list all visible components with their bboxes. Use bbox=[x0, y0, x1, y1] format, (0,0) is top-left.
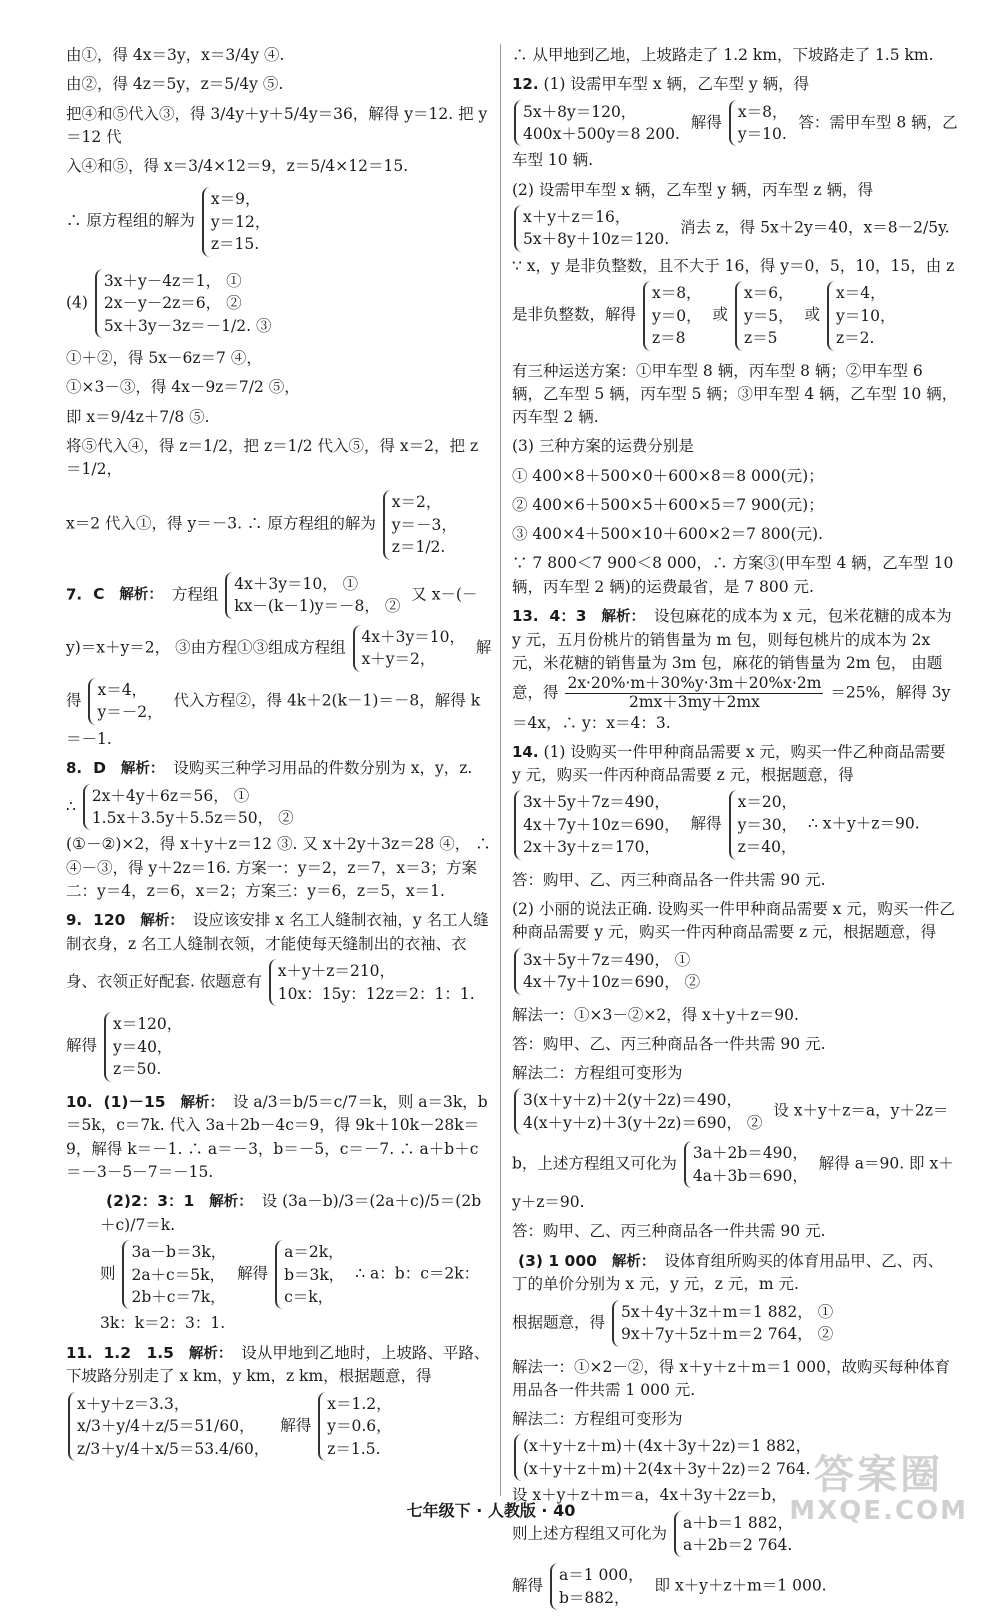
answer: D bbox=[93, 758, 106, 777]
text: 解法二：方程组可变形为 bbox=[512, 1410, 683, 1429]
text: ∴ x＋y＋z＝90. bbox=[808, 815, 920, 834]
text-line: ∵ 7 800＜7 900＜8 000，∴ 方案③(甲车型 4 辆，乙车型 10 辆，丙车型 2 辆)的运费最省，是 7 800 元. bbox=[512, 554, 954, 596]
text: 方程组 bbox=[171, 585, 219, 604]
equation: x＝8， bbox=[651, 284, 702, 303]
question-11 bbox=[66, 1342, 492, 1464]
equation: b＝3k， bbox=[284, 1265, 345, 1284]
equation: x＝1.2， bbox=[327, 1394, 392, 1413]
text-line: 入④和⑤，得 x＝3/4×12＝9，z＝5/4×12＝15. bbox=[66, 157, 409, 175]
right-column bbox=[512, 44, 958, 1619]
equation: 2x＋4y＋6z＝56， ① bbox=[91, 786, 250, 805]
analysis-label: 解析： bbox=[601, 608, 646, 625]
text: 设 (3a－b)/3＝(2a＋c)/5＝(2b＋c)/7＝k. bbox=[100, 1192, 482, 1234]
question-number: 10. bbox=[66, 1092, 93, 1111]
question-10 bbox=[66, 1091, 492, 1185]
text: 解得 bbox=[690, 815, 722, 834]
equation-system bbox=[83, 784, 294, 831]
question-7 bbox=[66, 569, 492, 751]
watermark-logo: 答案圈 bbox=[814, 1452, 944, 1498]
equation: z＝5 bbox=[743, 329, 778, 348]
equation: x/3＋y/4＋z/5＝51/60， bbox=[77, 1417, 255, 1436]
equation: 4a＋3b＝690， bbox=[692, 1166, 808, 1185]
equation-system bbox=[275, 1240, 344, 1309]
question-number: 9. bbox=[66, 911, 83, 930]
text-line: (3) 三种方案的运费分别是 bbox=[512, 437, 694, 456]
equation: y＝12， bbox=[210, 212, 271, 231]
analysis-label: 解析： bbox=[180, 1094, 224, 1111]
text: 解得 bbox=[690, 112, 722, 131]
text: 或 bbox=[712, 305, 729, 324]
equation-system bbox=[514, 1434, 811, 1481]
equation: 3a＋2b＝490， bbox=[692, 1144, 808, 1163]
equation: x＝20， bbox=[737, 793, 798, 812]
equation: 9x＋7y＋5z＋m＝2 764， ② bbox=[620, 1325, 834, 1344]
equation: 3a－b＝3k， bbox=[131, 1243, 227, 1262]
equation-system bbox=[514, 790, 680, 859]
equation: y＝0， bbox=[651, 306, 702, 325]
equation: 10x：15y：12z＝2：1：1. bbox=[277, 984, 475, 1003]
equation-system bbox=[202, 187, 270, 256]
equation: x＋y＋z＝210， bbox=[277, 962, 396, 981]
equation: 2a＋c＝5k， bbox=[131, 1265, 225, 1284]
numerator: 2x·20%·m＋30%y·3m＋20%x·2m bbox=[567, 674, 822, 693]
text: 设 x＋y＋z＝a，y＋2z＝b，上述方程组又可化为 bbox=[512, 1101, 949, 1173]
question-9 bbox=[66, 909, 492, 1084]
equation: 5x＋4y＋3z＋m＝1 882， ① bbox=[620, 1302, 834, 1321]
text: 设包麻花的成本为 x 元，包米花糖的成本为 y 元，五月份桃片的销售量为 m 包，则每包桃片的成本为 2x 元，米花糖的销售量为 3m 包，麻花的销售量为 2m 包， bbox=[512, 606, 952, 672]
solution-line bbox=[66, 266, 492, 341]
analysis-label: 解析： bbox=[140, 913, 184, 930]
question-14-part-3 bbox=[512, 1250, 958, 1350]
equation-system bbox=[514, 948, 700, 995]
text-line: 答：购甲、乙、丙三种商品各一件共需 90 元. bbox=[512, 870, 826, 889]
equation-system bbox=[643, 281, 702, 350]
text: 则上述方程组又可化为 bbox=[512, 1523, 668, 1542]
answer: 1.2 1.5 bbox=[103, 1343, 174, 1362]
method-two bbox=[512, 1062, 958, 1214]
text-line: ② 400×6＋500×5＋600×5＝7 900(元)； bbox=[512, 495, 824, 514]
answer: (2)2：3：1 bbox=[106, 1192, 195, 1211]
equation: z＝2. bbox=[835, 329, 875, 348]
equation: x＋y＋z＝16， bbox=[523, 207, 631, 226]
equation-system bbox=[612, 1300, 833, 1347]
equation: 5x＋8y＋10z＝120. bbox=[523, 230, 670, 249]
answer: C bbox=[93, 585, 105, 604]
text: 设购买三种学习用品的件数分别为 x，y，z. bbox=[173, 758, 473, 777]
equation: 3x＋y－4z＝1， ① bbox=[103, 271, 242, 290]
equation: a＋2b＝2 764. bbox=[682, 1535, 793, 1554]
equation-system bbox=[95, 269, 272, 338]
equation: z/3＋y/4＋x/5＝53.4/60， bbox=[77, 1439, 270, 1458]
watermark-url: MXQE.COM bbox=[789, 1496, 968, 1526]
text-line: 解法一：①×3－②×2，得 x＋y＋z＝90. bbox=[512, 1005, 799, 1024]
equation: x＝9， bbox=[210, 190, 261, 209]
equation: x＋y＋z＝3.3， bbox=[77, 1394, 190, 1413]
text: 根据题意，得 bbox=[512, 1313, 606, 1332]
text-line: ③ 400×4＋500×10＋600×2＝7 800(元). bbox=[512, 525, 823, 544]
equation: 2x－y－2z＝6， ② bbox=[103, 294, 242, 313]
text-line: 答：购甲、乙、丙三种商品各一件共需 90 元. bbox=[512, 1034, 826, 1053]
equation: 4x＋7y＋10z＝690， bbox=[523, 815, 680, 834]
question-number: 7. bbox=[66, 585, 83, 604]
analysis-label: 解析： bbox=[188, 1345, 233, 1362]
equation-system bbox=[104, 1012, 182, 1081]
text: (2) 小丽的说法正确. 设购买一件甲种商品需要 x 元，购买一件乙种商品需要 y 元，购买一件丙种商品需要 z 元，根据题意，得 bbox=[512, 900, 955, 942]
question-13 bbox=[512, 605, 958, 735]
equation: x＝2， bbox=[391, 493, 442, 512]
equation-system bbox=[514, 205, 669, 252]
text: 设应该安排 x 名工人缝制衣袖，y 名工人缝制衣身，z 名工人缝制衣领，才能使每天缝制出的衣袖、衣身、衣领正好配套. 依题意有 bbox=[66, 911, 489, 991]
equation: 4x＋3y＝10， bbox=[361, 627, 465, 646]
text: ∴ a：b：c＝2k：3k：k＝2：3：1. bbox=[100, 1264, 480, 1333]
text-line: 由②，得 4z＝5y，z＝5/4y ⑤. bbox=[66, 75, 284, 94]
text: 解得 bbox=[512, 1576, 544, 1595]
equation: x＝6， bbox=[743, 284, 794, 303]
text-line: x＝2 代入①，得 y＝－3. ∴ 原方程组的解为 bbox=[66, 515, 376, 534]
text: ∵ x，y 是非负整数，且不大于 16，得 y＝0，5，10，15，由 z 是非负整数，解得 bbox=[512, 256, 955, 324]
equation: c＝k， bbox=[284, 1288, 334, 1306]
page-footer: 七年级下 · 人教版 · 40 bbox=[406, 1501, 576, 1520]
fraction bbox=[565, 675, 823, 712]
equation: x＝8， bbox=[737, 102, 788, 121]
text: (①－②)×2，得 x＋y＋z＝12 ③. 又 x＋2y＋3z＝28 ④， bbox=[66, 835, 471, 854]
text-line: 由①，得 4x＝3y，x＝3/4y ④. bbox=[66, 46, 285, 64]
text-line: ∴ 从甲地到乙地，上坡路走了 1.2 km，下坡路走了 1.5 km. bbox=[512, 46, 934, 64]
text: 设 x＋y＋z＋m＝a，4x＋3y＋2z＝b， bbox=[512, 1486, 787, 1505]
text: 或 bbox=[804, 305, 821, 324]
equation-system bbox=[68, 1392, 269, 1461]
question-8 bbox=[66, 757, 492, 903]
analysis-label: 解析： bbox=[120, 760, 165, 777]
part-label: (4) bbox=[66, 293, 88, 312]
analysis-label: 解析： bbox=[209, 1194, 253, 1211]
text: 设 a/3＝b/5＝c/7＝k，则 a＝3k，b＝5k，c＝7k. 代入 3a＋2b－4c＝9，得 9k＋10k－28k＝9，解得 k＝－1. ∴ a＝－3，b＝－5，c＝－7. ∴ a＋b＋c＝－3－5－7＝－15. bbox=[66, 1092, 488, 1181]
equation-system bbox=[729, 100, 788, 147]
question-number: 8. bbox=[66, 758, 83, 777]
equation: (x＋y＋z＋m)＋(4x＋3y＋2z)＝1 882， bbox=[523, 1437, 812, 1456]
question-number: 12. bbox=[512, 75, 539, 94]
question-10-part-2 bbox=[66, 1190, 492, 1336]
equation: 1.5x＋3.5y＋5.5z＝50， ② bbox=[91, 809, 294, 827]
equation: (x＋y＋z＋m)＋2(4x＋3y＋2z)＝2 764. bbox=[523, 1459, 811, 1478]
answer: (1)－15 bbox=[103, 1092, 166, 1111]
equation: x＝120， bbox=[112, 1015, 183, 1034]
text-line: ∴ 原方程组的解为 bbox=[66, 211, 195, 230]
equation-system bbox=[225, 572, 400, 619]
equation-system bbox=[383, 490, 457, 559]
text: 设从甲地到乙地时，上坡路、平路、下坡路分别走了 x km，y km，z km，根据题意，得 bbox=[66, 1343, 490, 1386]
equation: a＝1 000， bbox=[558, 1566, 644, 1585]
equation: 4x＋3y＝10， ① bbox=[234, 574, 359, 593]
equation: 5x＋3y－3z＝－1/2. ③ bbox=[103, 316, 272, 335]
equation: z＝1.5. bbox=[327, 1439, 381, 1458]
text: (1) 设购买一件甲种商品需要 x 元，购买一件乙种商品需要 y 元，购买一件丙种商品需要 z 元，根据题意，得 bbox=[512, 742, 946, 785]
equation: a＝2k， bbox=[284, 1243, 344, 1262]
analysis-label: 解析： bbox=[119, 587, 163, 604]
text: 则 bbox=[100, 1264, 116, 1283]
equation: z＝40， bbox=[737, 838, 797, 857]
analysis-label: 解析： bbox=[611, 1253, 656, 1270]
question-number: 13. bbox=[512, 606, 539, 625]
text: 解法二：方程组可变形为 bbox=[512, 1064, 683, 1082]
text: 即 x＋y＋z＋m＝1 000. bbox=[654, 1576, 827, 1595]
text: 解得 bbox=[66, 638, 492, 710]
text: 解得 bbox=[66, 1036, 98, 1055]
equation: y＝10. bbox=[737, 124, 787, 143]
equation: x＝4， bbox=[97, 680, 148, 699]
text: 又 x－(－y)＝x＋y＝2， ③由方程①③组成方程组 bbox=[66, 585, 478, 657]
equation: 3x＋5y＋7z＝490， bbox=[523, 793, 670, 812]
equation-system bbox=[729, 790, 797, 859]
text: 解得 bbox=[280, 1416, 312, 1435]
text-line: 解法一：①×2－②，得 x＋y＋z＋m＝1 000，故购买每种体育用品各一件共需 1 000 元. bbox=[512, 1357, 951, 1399]
text: 代入方程②，得 4k＋2(k－1)＝－8，解得 k＝－1. bbox=[66, 691, 481, 748]
equation: y＝30， bbox=[737, 815, 798, 834]
equation-system bbox=[353, 625, 465, 672]
equation-system bbox=[514, 1088, 762, 1135]
text: 解得 a＝90. 即 x＋y＋z＝90. bbox=[512, 1154, 954, 1212]
text-line: 答：购甲、乙、丙三种商品各一件共需 90 元. bbox=[512, 1222, 826, 1241]
watermark bbox=[789, 1454, 968, 1526]
text-line: ①＋②，得 5x－6z＝7 ④， bbox=[66, 349, 262, 368]
equation: a＋b＝1 882， bbox=[682, 1513, 793, 1532]
equation: y＝10， bbox=[835, 306, 896, 325]
answer: (3) 1 000 bbox=[518, 1251, 597, 1270]
equation: z＝8 bbox=[651, 329, 686, 348]
equation: b＝882， bbox=[558, 1588, 630, 1607]
equation: y＝－3， bbox=[391, 515, 457, 534]
equation: 2x＋3y＋z＝170， bbox=[523, 838, 660, 857]
text: ∴ ④－③，得 y＋2z＝16. 方案一：y＝2，z＝7，x＝3；方案二：y＝4，z＝6，x＝2；方案三：y＝6，z＝5，x＝1. bbox=[66, 835, 491, 900]
equation-system bbox=[514, 100, 680, 147]
text-line: 将⑤代入④，得 z＝1/2，把 z＝1/2 代入⑤，得 x＝2，把 z＝1/2， bbox=[66, 436, 479, 479]
equation: 4(x＋y＋z)＋3(y＋2z)＝690， ② bbox=[523, 1113, 763, 1132]
text: 消去 z，得 5x＋2y＝40，x＝8－2/5y. bbox=[680, 218, 950, 237]
denominator: 2mx＋3my＋2mx bbox=[628, 692, 760, 711]
text: 解得 bbox=[237, 1264, 269, 1283]
text-line: 有三种运送方案：①甲车型 8 辆，丙车型 8 辆；②甲车型 6 辆，乙车型 5 辆，丙车型 5 辆；③甲车型 4 辆，乙车型 10 辆，丙车型 2 辆. bbox=[512, 361, 958, 427]
text: ＝25%，解得 3y＝4x，∴ y：x＝4：3. bbox=[512, 683, 951, 732]
text: (2) 设需甲车型 x 辆，乙车型 y 辆，丙车型 z 辆，得 bbox=[512, 180, 874, 199]
equation-system bbox=[269, 959, 475, 1006]
equation: y＝－2， bbox=[97, 703, 163, 722]
equation: 4x＋7y＋10z＝690， ② bbox=[523, 973, 701, 992]
equation: y＝0.6， bbox=[327, 1417, 392, 1436]
text: 设体育组所购买的体育用品甲、乙、丙、丁的单价分别为 x 元，y 元，z 元，m 元. bbox=[512, 1251, 944, 1294]
equation: z＝50. bbox=[112, 1060, 162, 1079]
equation: kx－(k－1)y＝－8， ② bbox=[234, 597, 401, 616]
column-divider bbox=[500, 44, 501, 1496]
equation-system bbox=[88, 678, 162, 725]
text: ∴ bbox=[66, 797, 76, 815]
text-line: 把④和⑤代入③，得 3/4y＋y＋5/4y＝36，解得 y＝12. 把 y＝12 代 bbox=[66, 104, 488, 146]
equation: 3(x＋y＋z)＋2(y＋2z)＝490， bbox=[523, 1091, 742, 1110]
equation: 3x＋5y＋7z＝490， ① bbox=[523, 950, 691, 969]
left-column bbox=[66, 44, 492, 1470]
text: 由题意，得 bbox=[512, 653, 943, 702]
equation: 400x＋500y＝8 200. bbox=[523, 124, 680, 143]
answer: 120 bbox=[93, 911, 126, 930]
equation: y＝40， bbox=[112, 1037, 173, 1056]
equation: x＋y＝2， bbox=[361, 650, 436, 669]
question-14-part-2 bbox=[512, 898, 958, 997]
equation: x＝4， bbox=[835, 284, 886, 303]
equation-system bbox=[684, 1141, 808, 1188]
question-12 bbox=[512, 73, 958, 172]
equation: z＝1/2. bbox=[391, 538, 446, 557]
equation-system bbox=[827, 281, 895, 350]
equation-system bbox=[318, 1392, 391, 1461]
text-line: ① 400×8＋500×0＋600×8＝8 000(元)； bbox=[512, 466, 824, 485]
equation: z＝15. bbox=[210, 235, 260, 254]
equation: 2b＋c＝7k， bbox=[131, 1288, 226, 1306]
text-line: 即 x＝9/4z＋7/8 ⑤. bbox=[66, 407, 210, 426]
solution-line bbox=[66, 184, 492, 259]
equation-system bbox=[550, 1563, 644, 1610]
solution-line bbox=[66, 487, 492, 562]
equation: y＝5， bbox=[743, 306, 794, 325]
question-number: 11. bbox=[66, 1343, 93, 1362]
question-12-part-2 bbox=[512, 179, 958, 354]
text-line: ①×3－③，得 4x－9z＝7/2 ⑤， bbox=[66, 378, 300, 397]
question-number: 14. bbox=[512, 742, 539, 761]
text: (1) 设需甲车型 x 辆，乙车型 y 辆，得 bbox=[543, 75, 810, 94]
text: 答：需甲车型 8 辆，乙车型 10 辆. bbox=[512, 112, 958, 170]
question-14 bbox=[512, 741, 958, 863]
answer: 4：3 bbox=[549, 606, 587, 625]
equation: 5x＋8y＝120， bbox=[523, 102, 637, 121]
equation-system bbox=[735, 281, 794, 350]
equation-system bbox=[122, 1240, 226, 1309]
